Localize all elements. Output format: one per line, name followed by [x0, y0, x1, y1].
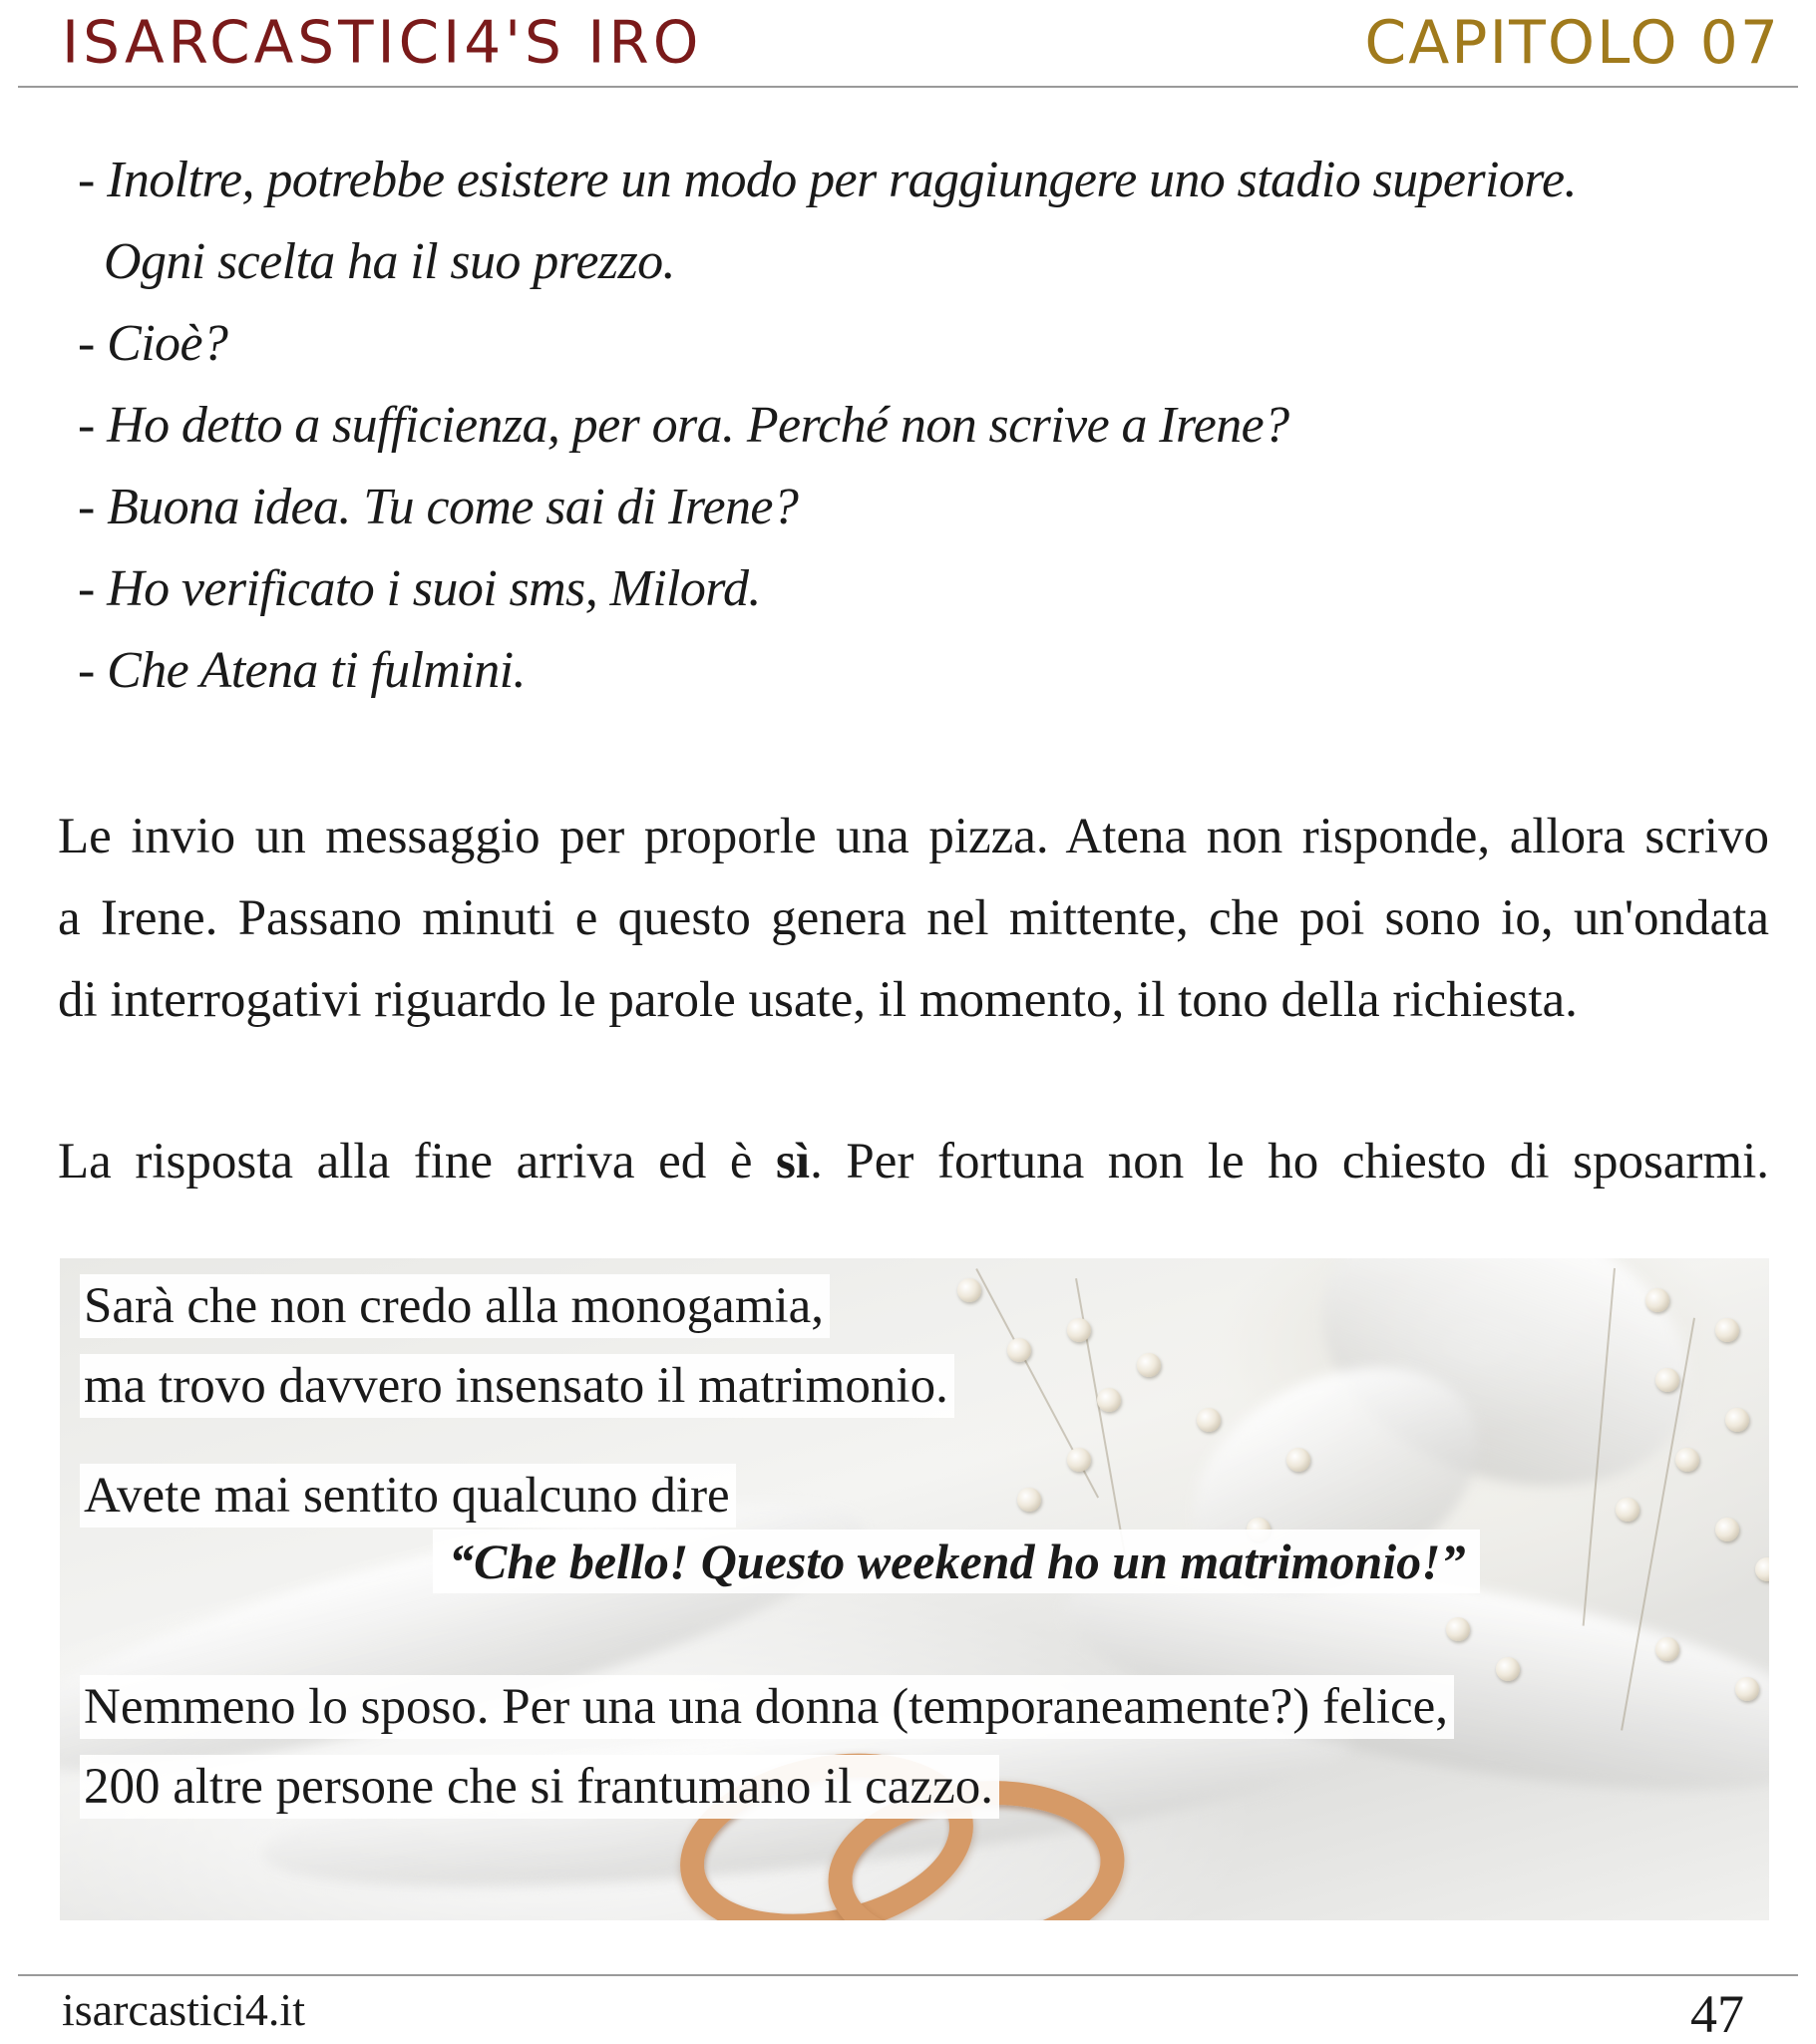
pearl: [1007, 1338, 1031, 1362]
dialogue-line: Ogni scelta ha il suo prezzo.: [104, 233, 675, 290]
wedding-photo: [60, 1258, 1769, 1920]
paragraph-line: [58, 1121, 1769, 1202]
dialogue-line: - Inoltre, potrebbe esistere un modo per raggiungere uno stadio superiore.: [78, 152, 1577, 208]
paragraph-line: Le invio un messaggio per proporle una pizza. Atena non risponde, allora scrivo: [58, 809, 1769, 864]
footer-divider: [18, 1974, 1798, 1976]
page-header: [0, 0, 1816, 88]
paragraph-text: La risposta alla fine arriva ed è: [58, 1134, 777, 1190]
header-divider: [18, 86, 1798, 88]
caption-line: Sarà che non credo alla monogamia,: [80, 1274, 830, 1338]
pearl: [1645, 1288, 1669, 1312]
pearl: [1735, 1677, 1759, 1701]
pearl: [1197, 1408, 1221, 1432]
pearl: [1725, 1408, 1749, 1432]
caption-line: Nemmeno lo sposo. Per una una donna (temporaneamente?) felice,: [80, 1675, 1454, 1739]
pearl: [1655, 1637, 1679, 1661]
dialogue-line: - Ho verificato i suoi sms, Milord.: [78, 560, 761, 617]
caption-line: Avete mai sentito qualcuno dire: [80, 1464, 736, 1528]
pearl: [1067, 1318, 1091, 1342]
pearl: [1675, 1448, 1699, 1472]
pearl: [1715, 1518, 1739, 1541]
pearl: [1017, 1488, 1041, 1512]
caption-line: 200 altre persone che si frantumano il cazzo.: [80, 1755, 999, 1819]
brand-title: ISARCASTICI4'S IRO: [62, 7, 703, 77]
pearl: [1137, 1353, 1161, 1377]
caption-line: ma trovo davvero insensato il matrimonio.: [80, 1354, 954, 1418]
pearl: [1067, 1448, 1091, 1472]
pearl: [957, 1278, 981, 1302]
dialogue-line: - Buona idea. Tu come sai di Irene?: [78, 479, 799, 535]
chapter-label: CAPITOLO 07: [1364, 8, 1780, 78]
dialogue-block: [78, 140, 1753, 712]
website-link[interactable]: isarcastici4.it: [62, 1984, 305, 2035]
paragraph-text: . Per fortuna non le ho chiesto di sposarmi.: [810, 1134, 1770, 1190]
dialogue-line: - Ho detto a sufficienza, per ora. Perché non scrive a Irene?: [78, 397, 1289, 454]
answer-paragraph: [58, 1121, 1769, 1202]
paragraph-line: di interrogativi riguardo le parole usate, il momento, il tono della richiesta.: [58, 972, 1578, 1028]
dialogue-line: - Cioè?: [78, 315, 228, 372]
page-number: 47: [1690, 1984, 1744, 2044]
pearl: [1286, 1448, 1310, 1472]
pearl: [1655, 1368, 1679, 1392]
pearl: [1755, 1557, 1769, 1581]
pearl: [1496, 1657, 1520, 1681]
paragraph-line: a Irene. Passano minuti e questo genera nel mittente, che poi sono io, un'ondata: [58, 890, 1769, 946]
dialogue-line: - Che Atena ti fulmini.: [78, 642, 526, 699]
pearl: [1097, 1388, 1121, 1412]
pearl: [1616, 1498, 1639, 1522]
caption-quote: “Che bello! Questo weekend ho un matrimonio!”: [433, 1530, 1480, 1593]
pearl: [1446, 1617, 1470, 1641]
pearl: [1715, 1318, 1739, 1342]
bold-word: sì: [776, 1134, 811, 1190]
narrative-paragraph: [58, 796, 1769, 1041]
